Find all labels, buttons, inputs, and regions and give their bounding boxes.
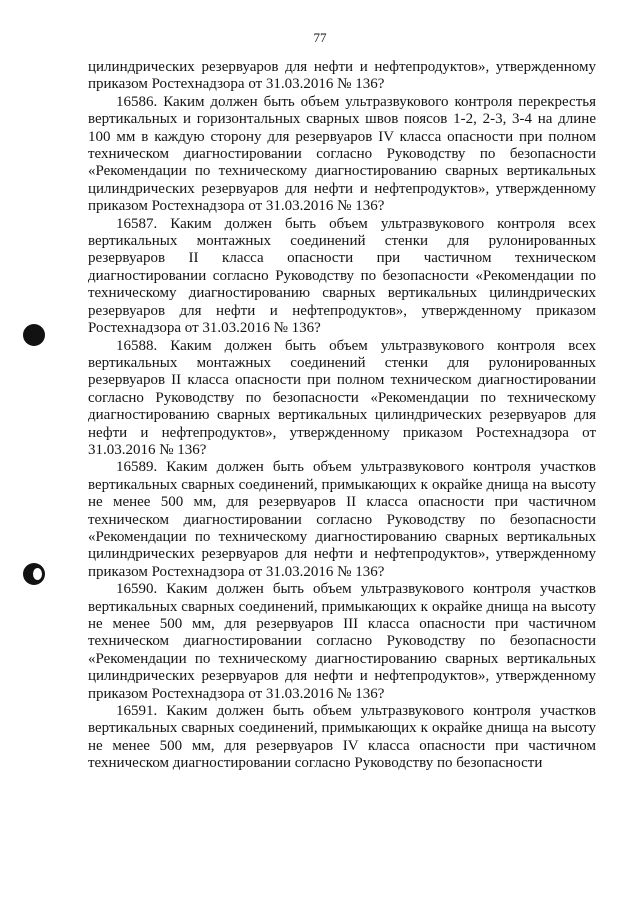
question-16588: 16588. Каким должен быть объем ультразвукового контроля всех вертикальных монтажных соединений стенки для рулонированных резервуаров II класса опасности при полном техническом диагностировании согласно Руководству по безопасности «Рекомендации по техническому диагностированию сварных вертикальных цилиндрических резервуаров для нефти и нефтепродуктов», утвержденному приказом Ростехнадзора от 31.03.2016 № 136? <box>88 337 596 458</box>
question-16591: 16591. Каким должен быть объем ультразвукового контроля участков вертикальных сварных соединений, примыкающих к окрайке днища на высоту не менее 500 мм, для резервуаров IV класса опасности при частичном техническом диагностировании согласно Руководству по безопасности <box>88 703 596 772</box>
punch-hole-mark <box>23 563 45 585</box>
question-16589: 16589. Каким должен быть объем ультразвукового контроля участков вертикальных сварных соединений, примыкающих к окрайке днища на высоту не менее 500 мм, для резервуаров II класса опасности при частичном техническом диагностировании согласно Руководству по безопасности «Рекомендации по техническому диагностированию сварных вертикальных цилиндрических резервуаров для нефти и нефтепродуктов», утвержденному приказом Ростехнадзора от 31.03.2016 № 136? <box>88 459 596 580</box>
paragraph-continuation: цилиндрических резервуаров для нефти и нефтепродуктов», утвержденному приказом Ростехнадзора от 31.03.2016 № 136? <box>88 59 596 93</box>
punch-hole-mark <box>23 324 45 346</box>
document-body <box>88 59 596 773</box>
page-number: 77 <box>313 30 327 45</box>
question-16586: 16586. Каким должен быть объем ультразвукового контроля перекрестья вертикальных и горизонтальных сварных швов поясов 1-2, 2-3, 3-4 на длине 100 мм в каждую сторону для резервуаров IV класса опасности при полном техническом диагностировании согласно Руководству по безопасности «Рекомендации по техническому диагностированию сварных вертикальных цилиндрических резервуаров для нефти и нефтепродуктов», утвержденному приказом Ростехнадзора от 31.03.2016 № 136? <box>88 93 596 215</box>
question-16587: 16587. Каким должен быть объем ультразвукового контроля всех вертикальных монтажных соединений стенки для рулонированных резервуаров II класса опасности при частичном техническом диагностировании согласно Руководству по безопасности «Рекомендации по техническому диагностированию сварных вертикальных цилиндрических резервуаров для нефти и нефтепродуктов», утвержденному приказом Ростехнадзора от 31.03.2016 № 136? <box>88 215 596 337</box>
question-16590: 16590. Каким должен быть объем ультразвукового контроля участков вертикальных сварных соединений, примыкающих к окрайке днища на высоту не менее 500 мм, для резервуаров III класса опасности при частичном техническом диагностировании согласно Руководству по безопасности «Рекомендации по техническому диагностированию сварных вертикальных цилиндрических резервуаров для нефти и нефтепродуктов», утвержденному приказом Ростехнадзора от 31.03.2016 № 136? <box>88 581 596 702</box>
